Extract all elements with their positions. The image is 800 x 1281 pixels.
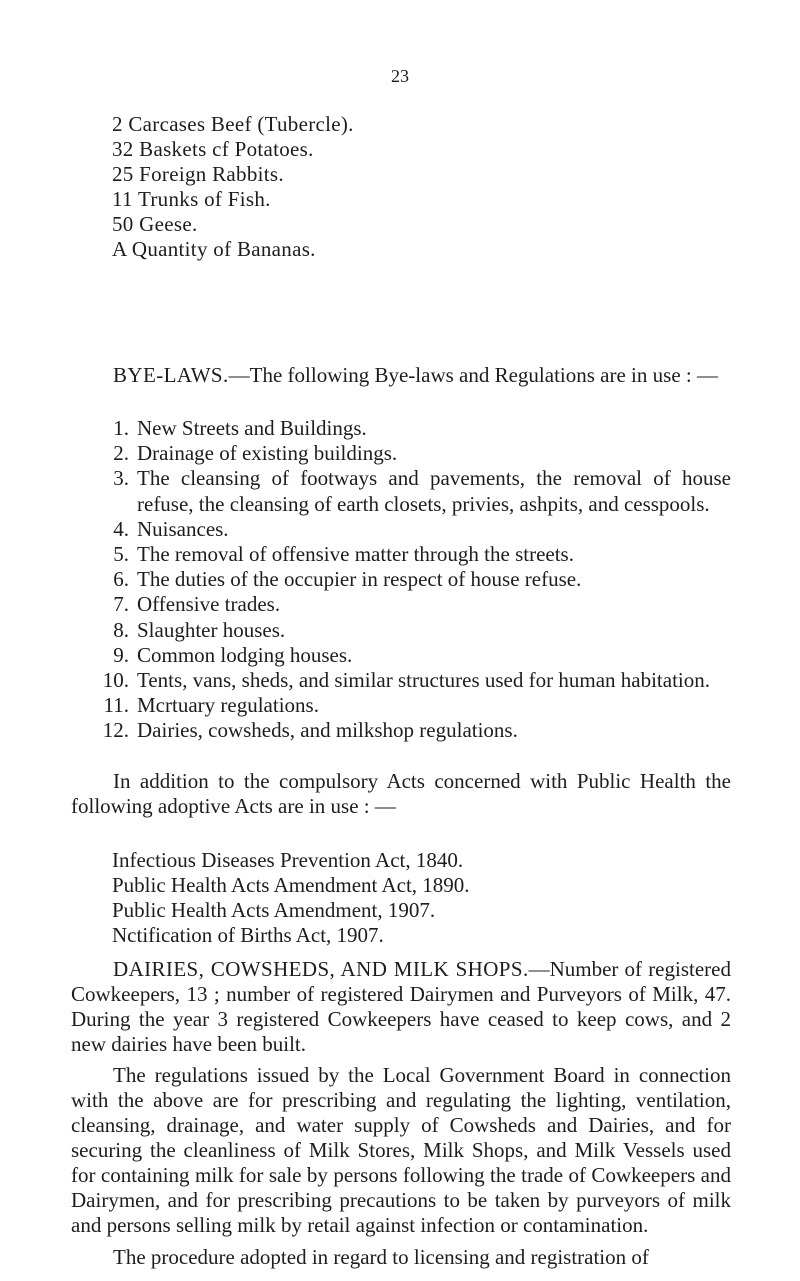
item-number: 6.	[113, 567, 129, 592]
list-item	[71, 718, 731, 743]
list-item	[71, 592, 731, 617]
item-number: 4.	[113, 516, 129, 541]
list-item	[71, 517, 731, 542]
item-text: The cleansing of footways and pavements, the removal of house refuse, the cleansing of earth closets, privies, ashpits, and cesspools.	[137, 466, 731, 516]
list-item	[71, 567, 731, 592]
dairies-text: —Number of registered Cowkeepers, 13 ; number of registered Dairymen and Purveyors of Milk, 47. During the year 3 registered Cowkeepers have ceased to keep cows, and 2 new dairies have been built.	[71, 957, 731, 1056]
list-item: 2 Carcases Beef (Tubercle).	[112, 112, 354, 136]
item-text: Drainage of existing buildings.	[137, 441, 398, 466]
regulations-paragraph: The regulations issued by the Local Government Board in connection with the above are for prescribing and regulating the lighting, ventilation, cleansing, drainage, and water supply of Cowsheds and Dairies, and for securing the cleanliness of Milk Stores, Milk Shops, and Milk Vessels used for containing milk for sale by persons following the trade of Cowkeepers and Dairymen, and for prescribing precautions to be taken by purveyors of milk and persons selling milk by retail against infection or contamination.	[71, 1063, 731, 1237]
list-item	[71, 441, 731, 466]
item-text: Dairies, cowsheds, and milkshop regulations.	[137, 718, 518, 743]
item-number: 3.	[113, 466, 129, 491]
page-number: 23	[391, 66, 409, 86]
list-item: Public Health Acts Amendment, 1907.	[112, 898, 436, 922]
item-number: 11.	[103, 693, 129, 718]
list-item: A Quantity of Bananas.	[112, 237, 316, 261]
list-item: Infectious Diseases Prevention Act, 1840.	[112, 848, 464, 872]
list-item: 25 Foreign Rabbits.	[112, 162, 284, 186]
item-text: New Streets and Buildings.	[137, 416, 367, 440]
item-text: Common lodging houses.	[137, 642, 353, 667]
item-number: 1.	[113, 416, 129, 440]
item-number: 7.	[113, 592, 129, 617]
item-number: 2.	[113, 441, 129, 466]
item-number: 12.	[102, 718, 129, 743]
byelaws-intro-text: —The following Bye-laws and Regulations are in use : —	[228, 363, 718, 387]
list-item	[71, 643, 731, 668]
list-item: 50 Geese.	[112, 212, 198, 236]
procedure-paragraph: The procedure adopted in regard to licensing and registration of	[113, 1245, 649, 1269]
item-text: Slaughter houses.	[137, 617, 286, 642]
adoptive-acts-intro: In addition to the compulsory Acts concerned with Public Health the following adoptive Acts are in use : —	[71, 769, 731, 818]
list-item	[71, 618, 731, 643]
item-number: 9.	[113, 642, 129, 667]
list-item: 11 Trunks of Fish.	[112, 187, 271, 211]
item-text: Tents, vans, sheds, and similar structures used for human habitation.	[137, 668, 710, 693]
byelaws-heading: BYE-LAWS.	[113, 363, 229, 387]
list-item	[71, 668, 731, 693]
item-text: The removal of offensive matter through the streets.	[137, 542, 574, 567]
seized-items-list	[112, 112, 354, 262]
item-number: 10.	[102, 668, 129, 693]
item-number: 8.	[113, 617, 129, 642]
list-item: Public Health Acts Amendment Act, 1890.	[112, 873, 470, 897]
list-item: 32 Baskets cf Potatoes.	[112, 137, 314, 161]
byelaws-list	[71, 416, 731, 744]
item-text: Nuisances.	[137, 516, 229, 541]
dairies-heading: DAIRIES, COWSHEDS, AND MILK SHOPS.	[113, 957, 529, 981]
adoptive-acts-list	[112, 848, 470, 948]
list-item	[71, 542, 731, 567]
list-item	[71, 416, 731, 441]
item-text: The duties of the occupier in respect of house refuse.	[137, 567, 582, 592]
list-item: Nctification of Births Act, 1907.	[112, 923, 384, 947]
item-text: Offensive trades.	[137, 592, 281, 617]
byelaws-intro-paragraph	[71, 363, 731, 388]
item-text: Mcrtuary regulations.	[137, 693, 319, 718]
list-item	[71, 693, 731, 718]
item-number: 5.	[113, 542, 129, 567]
list-item	[71, 466, 731, 516]
dairies-paragraph	[71, 957, 731, 1057]
